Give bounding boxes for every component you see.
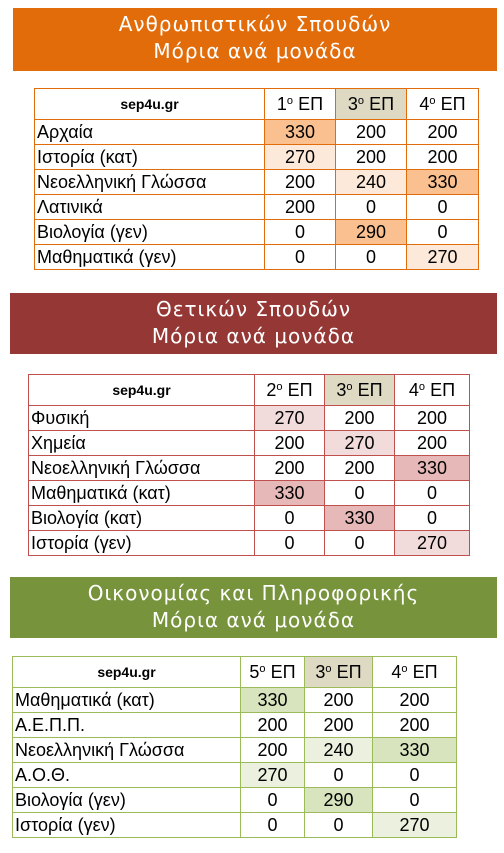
value-cell: 0 [395,506,470,531]
section-subtitle: Μόρια ανά μονάδα [153,39,357,63]
table-row [13,738,457,763]
value-cell: 200 [336,145,407,170]
table-row [35,195,479,220]
value-cell: 330 [373,738,457,763]
column-header: $3^o$ ΕΠ [336,89,407,120]
value-cell: 200 [407,145,479,170]
value-cell: 330 [265,120,336,145]
table-row [29,481,470,506]
value-cell: 270 [325,431,395,456]
table-row [29,531,470,556]
value-cell: 0 [265,220,336,245]
subject-name: Μαθηματικά (κατ) [29,481,255,506]
table-row [35,120,479,145]
section-subtitle: Μόρια ανά μονάδα [151,608,356,632]
subject-name: Βιολογία (κατ) [29,506,255,531]
subject-name: Αρχαία [35,120,265,145]
value-cell: 0 [373,763,457,788]
value-cell: 330 [255,481,325,506]
subject-name: Ιστορία (γεν) [13,813,241,838]
table-header-row [35,89,479,120]
section-title: Ανθρωπιστικών Σπουδών [118,12,392,36]
subject-name: Ιστορία (γεν) [29,531,255,556]
subject-name: Νεοελληνική Γλώσσα [35,170,265,195]
table-row [35,220,479,245]
points-table [34,88,479,270]
subject-name: Λατινικά [35,195,265,220]
column-header: $4^o$ ΕΠ [407,89,479,120]
points-table [12,656,457,838]
table-row [29,431,470,456]
value-cell: 270 [255,406,325,431]
value-cell: 0 [395,481,470,506]
section-title: Θετικών Σπουδών [155,297,352,321]
subject-name: Α.Ε.Π.Π. [13,713,241,738]
value-cell: 0 [305,813,373,838]
table-row [29,456,470,481]
value-cell: 0 [255,506,325,531]
value-cell: 200 [305,688,373,713]
subject-name: Φυσική [29,406,255,431]
value-cell: 270 [395,531,470,556]
table-row [29,506,470,531]
value-cell: 330 [395,456,470,481]
section-title-band [13,8,497,71]
section-subtitle: Μόρια ανά μονάδα [151,324,356,348]
value-cell: 200 [305,713,373,738]
value-cell: 200 [373,688,457,713]
table-row [35,170,479,195]
column-header: $4^o$ ΕΠ [395,375,470,406]
value-cell: 0 [325,481,395,506]
table-header-row [13,657,457,688]
value-cell: 330 [241,688,305,713]
value-cell: 0 [255,531,325,556]
column-header: $3^o$ ΕΠ [325,375,395,406]
subject-name: Μαθηματικά (γεν) [35,245,265,270]
table-row [13,763,457,788]
value-cell: 200 [373,713,457,738]
table-row [35,145,479,170]
table-row [13,788,457,813]
column-header: $1^o$ ΕΠ [265,89,336,120]
section-title: Οικονομίας και Πληροφορικής [87,581,420,605]
subject-name: Μαθηματικά (κατ) [13,688,241,713]
value-cell: 0 [407,220,479,245]
value-cell: 290 [305,788,373,813]
column-header: $4^o$ ΕΠ [373,657,457,688]
value-cell: 200 [241,738,305,763]
value-cell: 270 [241,763,305,788]
subject-name: Α.Ο.Θ. [13,763,241,788]
table-row [29,406,470,431]
subject-name: Βιολογία (γεν) [13,788,241,813]
column-header: $5^o$ ΕΠ [241,657,305,688]
column-header: $2^o$ ΕΠ [255,375,325,406]
subject-name: Χημεία [29,431,255,456]
value-cell: 0 [305,763,373,788]
value-cell: 0 [241,813,305,838]
value-cell: 200 [407,120,479,145]
table-row [13,713,457,738]
value-cell: 200 [336,120,407,145]
value-cell: 0 [325,531,395,556]
table-header-row [29,375,470,406]
subject-name: Νεοελληνική Γλώσσα [13,738,241,763]
points-table [28,374,470,556]
value-cell: 200 [255,431,325,456]
subject-name: Βιολογία (γεν) [35,220,265,245]
brand-cell: sep4u.gr [29,375,255,406]
value-cell: 200 [395,406,470,431]
value-cell: 270 [265,145,336,170]
value-cell: 0 [265,245,336,270]
value-cell: 0 [373,788,457,813]
value-cell: 270 [407,245,479,270]
value-cell: 330 [325,506,395,531]
value-cell: 290 [336,220,407,245]
brand-cell: sep4u.gr [35,89,265,120]
value-cell: 240 [305,738,373,763]
column-header: $3^o$ ΕΠ [305,657,373,688]
brand-cell: sep4u.gr [13,657,241,688]
value-cell: 0 [336,195,407,220]
value-cell: 200 [325,456,395,481]
value-cell: 270 [373,813,457,838]
value-cell: 200 [255,456,325,481]
value-cell: 0 [407,195,479,220]
value-cell: 200 [265,195,336,220]
value-cell: 0 [336,245,407,270]
value-cell: 200 [241,713,305,738]
table-row [13,688,457,713]
subject-name: Νεοελληνική Γλώσσα [29,456,255,481]
section-title-band [10,293,497,354]
table-row [35,245,479,270]
subject-name: Ιστορία (κατ) [35,145,265,170]
section-title-band [10,577,497,638]
value-cell: 200 [325,406,395,431]
value-cell: 200 [265,170,336,195]
value-cell: 0 [241,788,305,813]
value-cell: 330 [407,170,479,195]
table-row [13,813,457,838]
value-cell: 200 [395,431,470,456]
value-cell: 240 [336,170,407,195]
